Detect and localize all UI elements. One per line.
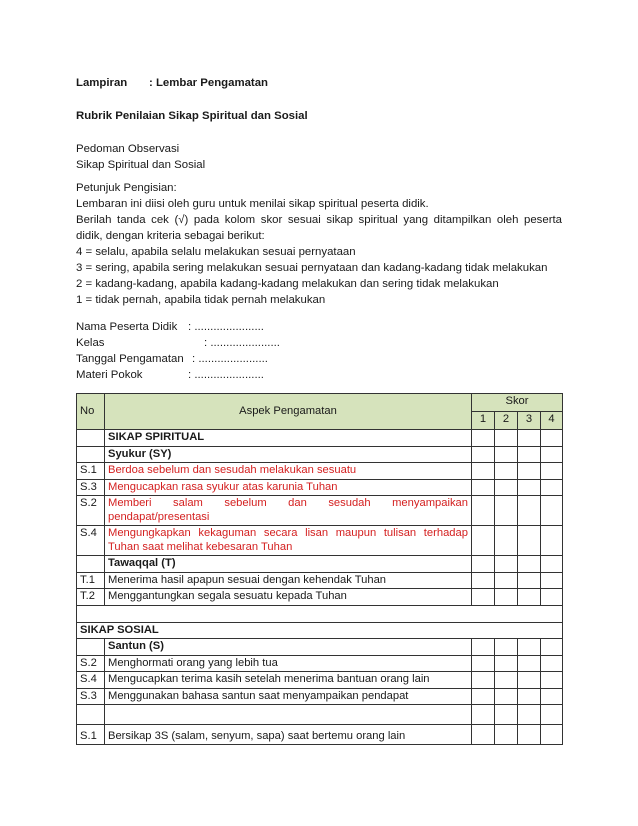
score-cell[interactable] bbox=[494, 556, 517, 573]
petunjuk-heading: Petunjuk Pengisian: bbox=[76, 182, 177, 194]
rubric-table bbox=[76, 393, 563, 745]
score-cell[interactable] bbox=[540, 725, 562, 745]
score-cell[interactable] bbox=[540, 430, 562, 447]
lampiran-label: Lampiran bbox=[76, 77, 128, 89]
table-row bbox=[77, 655, 563, 672]
criteria-3: 3 = sering, apabila sering melakukan sesuai pernyataan dan kadang-kadang tidak melakukan bbox=[76, 262, 548, 274]
score-cell[interactable] bbox=[517, 463, 540, 480]
row-no: S.1 bbox=[77, 463, 105, 480]
row-no: T.2 bbox=[77, 589, 105, 606]
row-no: T.1 bbox=[77, 572, 105, 589]
table-row bbox=[77, 463, 563, 480]
score-cell[interactable] bbox=[494, 526, 517, 556]
score-cell[interactable] bbox=[517, 639, 540, 656]
score-cell[interactable] bbox=[494, 705, 517, 725]
score-cell[interactable] bbox=[517, 589, 540, 606]
table-row bbox=[77, 688, 563, 705]
score-cell[interactable] bbox=[471, 430, 494, 447]
table-row bbox=[77, 589, 563, 606]
score-col-2: 2 bbox=[494, 412, 517, 430]
table-row bbox=[77, 496, 563, 526]
empty-cell bbox=[77, 430, 105, 447]
row-text: Berdoa sebelum dan sesudah melakukan sesuatu bbox=[105, 463, 472, 480]
row-no: S.4 bbox=[77, 526, 105, 556]
spacer-row bbox=[77, 605, 563, 622]
section-heading: SIKAP SPIRITUAL bbox=[105, 430, 472, 447]
row-text: Menghormati orang yang lebih tua bbox=[105, 655, 472, 672]
lampiran-line bbox=[76, 76, 269, 90]
row-text bbox=[105, 496, 472, 526]
score-cell[interactable] bbox=[540, 463, 562, 480]
score-cell[interactable] bbox=[540, 639, 562, 656]
score-cell[interactable] bbox=[471, 705, 494, 725]
row-no: S.3 bbox=[77, 479, 105, 496]
score-cell[interactable] bbox=[517, 705, 540, 725]
row-text: Menggantungkan segala sesuatu kepada Tuhan bbox=[105, 589, 472, 606]
score-cell[interactable] bbox=[494, 446, 517, 463]
score-cell[interactable] bbox=[494, 479, 517, 496]
row-no: S.1 bbox=[77, 725, 105, 745]
lampiran-value: : Lembar Pengamatan bbox=[149, 77, 269, 89]
score-cell[interactable] bbox=[517, 430, 540, 447]
score-cell[interactable] bbox=[540, 655, 562, 672]
criteria-1: 1 = tidak pernah, apabila tidak pernah melakukan bbox=[76, 294, 326, 306]
score-cell[interactable] bbox=[471, 688, 494, 705]
row-text: Menerima hasil apapun sesuai dengan kehendak Tuhan bbox=[105, 572, 472, 589]
score-cell[interactable] bbox=[494, 572, 517, 589]
score-cell[interactable] bbox=[540, 688, 562, 705]
score-cell[interactable] bbox=[540, 572, 562, 589]
score-cell[interactable] bbox=[517, 526, 540, 556]
score-cell[interactable] bbox=[471, 496, 494, 526]
subsection-heading: Syukur (SY) bbox=[105, 446, 472, 463]
identity-value: : ...................... bbox=[188, 321, 264, 333]
score-cell[interactable] bbox=[494, 496, 517, 526]
row-text-line: Memberi salam sebelum dan sesudah menyampaikan bbox=[108, 497, 468, 509]
score-cell[interactable] bbox=[540, 705, 562, 725]
petunjuk-line-2a: Berilah tanda cek (√) pada kolom skor sesuai sikap spiritual yang ditampilkan oleh peserta bbox=[76, 214, 562, 226]
header-skor: Skor bbox=[471, 394, 562, 412]
subsection-heading: Santun (S) bbox=[105, 639, 472, 656]
petunjuk-line-1: Lembaran ini diisi oleh guru untuk menilai sikap spiritual peserta didik. bbox=[76, 198, 429, 210]
score-cell[interactable] bbox=[494, 639, 517, 656]
header-no: No bbox=[77, 394, 105, 430]
score-cell[interactable] bbox=[540, 479, 562, 496]
score-cell[interactable] bbox=[471, 526, 494, 556]
row-text-line: Tuhan saat melihat kebesaran Tuhan bbox=[108, 540, 293, 553]
row-text: Bersikap 3S (salam, senyum, sapa) saat bertemu orang lain bbox=[105, 725, 472, 745]
table-row bbox=[77, 479, 563, 496]
identity-label: Materi Pokok bbox=[76, 369, 143, 381]
identity-value: : ...................... bbox=[204, 337, 280, 349]
score-cell[interactable] bbox=[494, 589, 517, 606]
subsection-heading: Tawaqqal (T) bbox=[105, 556, 472, 573]
identity-label: Kelas bbox=[76, 337, 105, 349]
identity-value: : ...................... bbox=[188, 369, 264, 381]
row-text: Mengucapkan terima kasih setelah menerima bantuan orang lain bbox=[105, 672, 472, 689]
petunjuk-line-2b: didik, dengan kriteria sebagai berikut: bbox=[76, 230, 265, 242]
row-no: S.3 bbox=[77, 688, 105, 705]
score-col-3: 3 bbox=[517, 412, 540, 430]
score-cell[interactable] bbox=[517, 479, 540, 496]
identity-label: Nama Peserta Didik bbox=[76, 321, 178, 333]
row-text bbox=[105, 526, 472, 556]
score-cell[interactable] bbox=[494, 725, 517, 745]
row-no: S.2 bbox=[77, 655, 105, 672]
empty-cell bbox=[77, 605, 563, 622]
score-cell[interactable] bbox=[471, 463, 494, 480]
score-cell[interactable] bbox=[471, 655, 494, 672]
spacer-row bbox=[77, 705, 563, 725]
table-row bbox=[77, 725, 563, 745]
score-cell[interactable] bbox=[517, 556, 540, 573]
empty-cell bbox=[77, 556, 105, 573]
row-text-line: Mengungkapkan kekaguman secara lisan maupun tulisan terhadap bbox=[108, 527, 468, 539]
empty-cell bbox=[77, 446, 105, 463]
score-cell[interactable] bbox=[517, 496, 540, 526]
table-row bbox=[77, 572, 563, 589]
pedoman-line-1: Pedoman Observasi bbox=[76, 143, 180, 155]
score-cell[interactable] bbox=[540, 672, 562, 689]
row-text-line: pendapat/presentasi bbox=[108, 510, 210, 523]
score-cell[interactable] bbox=[494, 688, 517, 705]
score-col-4: 4 bbox=[540, 412, 562, 430]
score-cell[interactable] bbox=[517, 725, 540, 745]
score-cell[interactable] bbox=[471, 639, 494, 656]
score-cell[interactable] bbox=[494, 655, 517, 672]
score-cell[interactable] bbox=[494, 672, 517, 689]
empty-cell bbox=[105, 705, 472, 725]
table-row bbox=[77, 526, 563, 556]
identity-label: Tanggal Pengamatan bbox=[76, 353, 184, 365]
score-col-1: 1 bbox=[471, 412, 494, 430]
score-cell[interactable] bbox=[540, 556, 562, 573]
score-cell[interactable] bbox=[517, 572, 540, 589]
row-no: S.2 bbox=[77, 496, 105, 526]
row-text: Menggunakan bahasa santun saat menyampaikan pendapat bbox=[105, 688, 472, 705]
score-cell[interactable] bbox=[517, 446, 540, 463]
score-cell[interactable] bbox=[494, 463, 517, 480]
pedoman-line-2: Sikap Spiritual dan Sosial bbox=[76, 159, 206, 171]
score-cell[interactable] bbox=[494, 430, 517, 447]
score-cell[interactable] bbox=[471, 556, 494, 573]
score-cell[interactable] bbox=[540, 526, 562, 556]
score-cell[interactable] bbox=[517, 655, 540, 672]
score-cell[interactable] bbox=[471, 589, 494, 606]
score-cell[interactable] bbox=[471, 446, 494, 463]
score-cell[interactable] bbox=[471, 479, 494, 496]
score-cell[interactable] bbox=[540, 446, 562, 463]
identity-value: : ...................... bbox=[192, 353, 268, 365]
empty-cell bbox=[77, 639, 105, 656]
score-cell[interactable] bbox=[471, 725, 494, 745]
criteria-4: 4 = selalu, apabila selalu melakukan sesuai pernyataan bbox=[76, 246, 356, 258]
section-heading: SIKAP SOSIAL bbox=[77, 622, 563, 639]
score-cell[interactable] bbox=[540, 496, 562, 526]
table-row bbox=[77, 672, 563, 689]
criteria-2: 2 = kadang-kadang, apabila kadang-kadang melakukan dan sering tidak melakukan bbox=[76, 278, 499, 290]
score-cell[interactable] bbox=[517, 672, 540, 689]
score-cell[interactable] bbox=[540, 589, 562, 606]
row-text: Mengucapkan rasa syukur atas karunia Tuhan bbox=[105, 479, 472, 496]
empty-cell bbox=[77, 705, 105, 725]
row-no: S.4 bbox=[77, 672, 105, 689]
score-cell[interactable] bbox=[471, 672, 494, 689]
score-cell[interactable] bbox=[471, 572, 494, 589]
header-aspek: Aspek Pengamatan bbox=[105, 394, 472, 430]
score-cell[interactable] bbox=[517, 688, 540, 705]
rubric-title: Rubrik Penilaian Sikap Spiritual dan Sosial bbox=[76, 110, 308, 122]
